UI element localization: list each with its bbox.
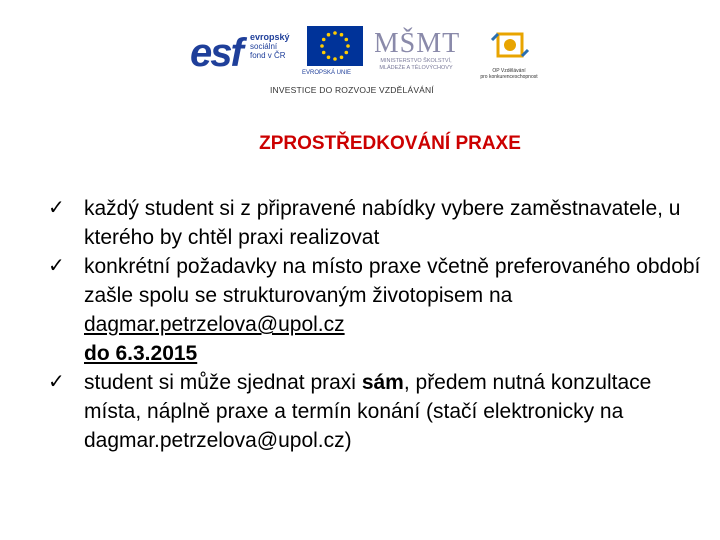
- esf-line-2: sociální: [250, 42, 278, 51]
- eu-star-icon: [333, 57, 337, 61]
- esf-line-1: evropský: [250, 32, 290, 42]
- bullet-text-after: , předem nutná konzultace místa, náplně praxe a termín konání (stačí elektronicky na dagmar.petrzelova@upol.cz): [84, 371, 652, 452]
- op-line-2: pro konkurenceschopnost: [480, 74, 538, 80]
- eu-flag-icon: [307, 26, 363, 66]
- eu-star-icon: [340, 56, 344, 60]
- checkmark-icon: ✓: [48, 255, 65, 277]
- eu-star-icon: [322, 38, 326, 42]
- eu-star-icon: [333, 31, 337, 35]
- deadline: do 6.3.2015: [84, 342, 198, 365]
- msmt-letters: MŠMT: [375, 28, 460, 59]
- esf-logo-letters: esf: [190, 31, 242, 75]
- eu-star-icon: [320, 44, 324, 48]
- tagline: INVESTICE DO ROZVOJE VZDĚLÁVÁNÍ: [270, 85, 434, 95]
- email-link[interactable]: dagmar.petrzelova@upol.cz: [84, 313, 345, 336]
- msmt-line-2: MLÁDEŽE A TĚLOVÝCHOVY: [379, 65, 453, 71]
- eu-label: EVROPSKÁ UNIE: [302, 70, 352, 76]
- checkmark-icon: ✓: [48, 197, 65, 219]
- list-item: [48, 194, 708, 252]
- eu-star-icon: [345, 51, 349, 55]
- op-line-1: OP Vzdělávání: [492, 68, 526, 74]
- eu-star-icon: [322, 51, 326, 55]
- msmt-line-1: MINISTERSTVO ŠKOLSTVÍ,: [380, 58, 452, 64]
- eu-star-icon: [327, 33, 331, 37]
- list-item: [48, 252, 708, 368]
- esf-logo-text: [250, 33, 290, 60]
- msmt-text: [366, 58, 466, 72]
- checkmark-icon: ✓: [48, 371, 65, 393]
- eu-star-icon: [327, 56, 331, 60]
- eu-star-icon: [345, 38, 349, 42]
- bullet-text: každý student si z připravené nabídky vybere zaměstnavatele, u kterého by chtěl praxi realizovat: [84, 197, 681, 249]
- eu-star-icon: [340, 33, 344, 37]
- eu-star-icon: [346, 44, 350, 48]
- esf-logo: [190, 27, 300, 79]
- msmt-letters-icon: [375, 22, 460, 60]
- logo-strip: [190, 22, 540, 97]
- bullet-list: [48, 194, 708, 455]
- bullet-text: konkrétní požadavky na místo praxe včetně preferovaného období zašle spolu se strukturovaným životopisem na: [84, 255, 701, 307]
- msmt-logo: [375, 22, 460, 82]
- esf-line-3: fond v ČR: [250, 51, 286, 60]
- page-title: ZPROSTŘEDKOVÁNÍ PRAXE: [259, 133, 521, 154]
- emphasis-text: sám: [361, 371, 404, 394]
- op-text: [474, 68, 544, 80]
- op-logo-icon: [480, 26, 540, 68]
- bullet-text: student si může sjednat praxi: [84, 371, 362, 394]
- list-item: [48, 368, 708, 455]
